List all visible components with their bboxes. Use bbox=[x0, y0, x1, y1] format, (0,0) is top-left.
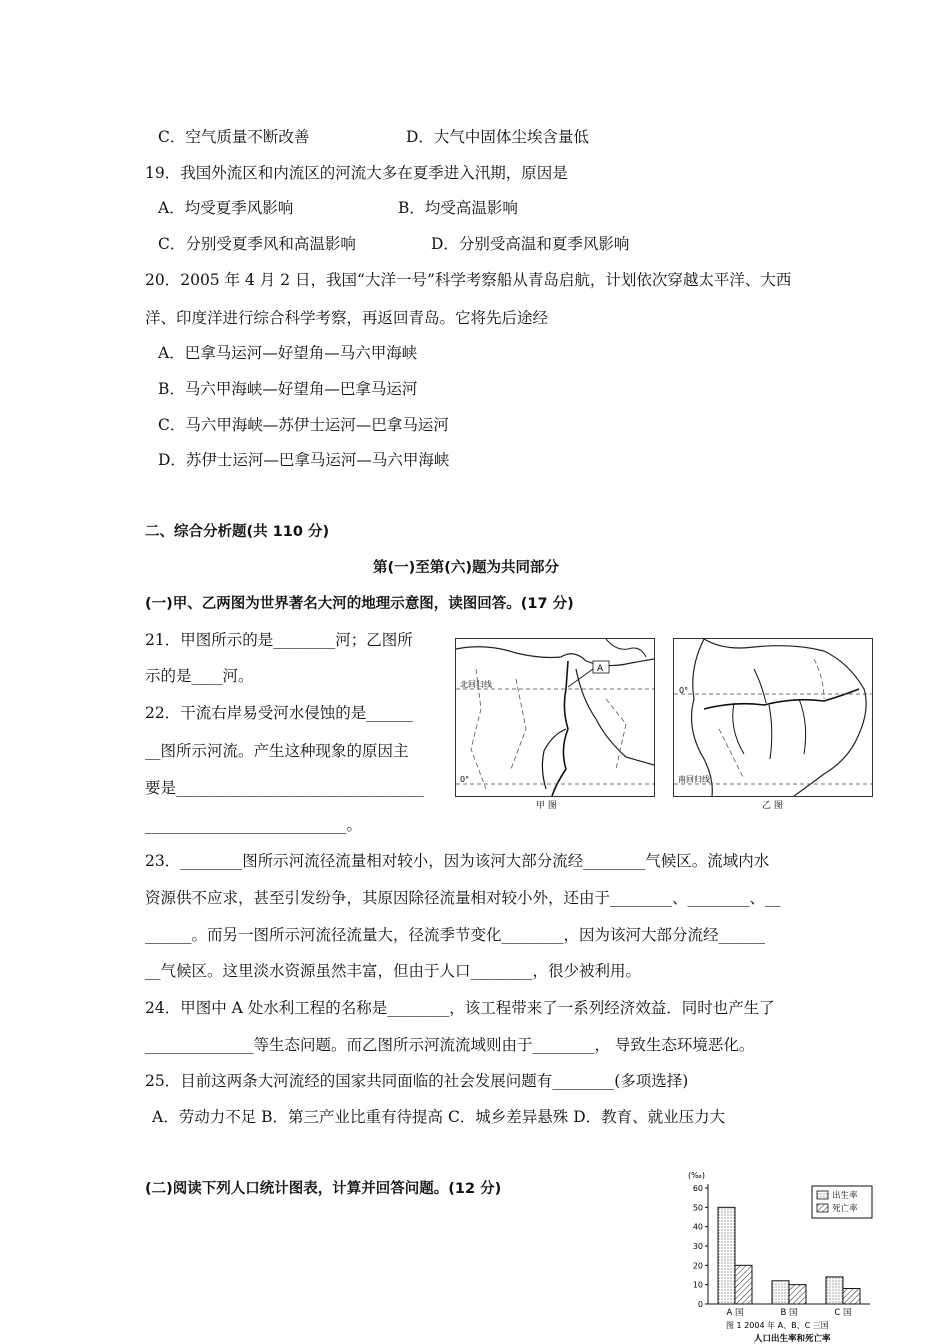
chart-caption-line2: 人口出生率和死亡率 bbox=[754, 1334, 831, 1344]
map-yi-drawing bbox=[674, 639, 872, 796]
q23-line4: __气候区。这里淡水资源虽然丰富，但由于人口________，很少被利用。 bbox=[145, 962, 642, 980]
chart-unit-label: (‰) bbox=[688, 1171, 705, 1180]
chart-bar bbox=[843, 1289, 860, 1304]
map-jia-tropic-label: 北回归线 bbox=[460, 680, 492, 689]
q22-line4: __________________________。 bbox=[145, 816, 363, 834]
q18-option-d: D．大气中固体尘埃含量低 bbox=[406, 128, 589, 146]
population-bar-chart bbox=[670, 1166, 885, 1344]
map-jia-equator-label: 0° bbox=[460, 775, 470, 784]
chart-bar bbox=[718, 1207, 735, 1304]
chart-y-tick-label: 50 bbox=[692, 1203, 703, 1213]
q20-stem-line2: 洋、印度洋进行综合科学考察，再返回青岛。它将先后途经 bbox=[145, 309, 549, 327]
q23-line1: 23．________图所示河流径流量相对较小，因为该河大部分流经________气候区。流域内水 bbox=[145, 852, 770, 870]
q23-line2: 资源供不应求，甚至引发纷争，其原因除径流量相对较小外，还由于________、________、__ bbox=[145, 889, 781, 907]
part1-title: (一)甲、乙两图为世界著名大河的地理示意图，读图回答。(17 分) bbox=[145, 596, 574, 612]
q24-line2: ______________等生态问题。而乙图所示河流流域则由于________， 导致生态环境恶化。 bbox=[145, 1036, 755, 1054]
q24-line1: 24．甲图中 A 处水利工程的名称是________，该工程带来了一系列经济效益．同时也产生了 bbox=[145, 999, 775, 1017]
q25-stem: 25．目前这两条大河流经的国家共同面临的社会发展问题有________(多项选择) bbox=[145, 1072, 689, 1090]
q21-line1: 21．甲图所示的是________河；乙图所 bbox=[145, 631, 413, 649]
q20-option-b: B．马六甲海峡—好望角—巴拿马运河 bbox=[158, 380, 418, 398]
section2-title: 二、综合分析题(共 110 分) bbox=[145, 524, 330, 540]
chart-bar bbox=[826, 1277, 843, 1304]
chart-caption-line1: 图 1 2004 年 A、B、C 三国 bbox=[726, 1321, 829, 1330]
q20-option-a: A．巴拿马运河—好望角—马六甲海峡 bbox=[158, 344, 418, 362]
q20-stem-line1: 20．2005 年 4 月 2 日，我国“大洋一号”科学考察船从青岛启航，计划依次穿越太平洋、大西 bbox=[145, 271, 792, 289]
chart-legend-swatch bbox=[817, 1191, 828, 1199]
chart-bar bbox=[735, 1265, 752, 1304]
chart-category-label: B 国 bbox=[780, 1308, 798, 1318]
part2-title: (二)阅读下列人口统计图表，计算并回答问题。(12 分) bbox=[145, 1181, 502, 1197]
chart-category-label: A 国 bbox=[726, 1308, 744, 1318]
q20-option-c: C．马六甲海峡—苏伊士运河—巴拿马运河 bbox=[158, 416, 449, 434]
common-part-heading: 第(一)至第(六)题为共同部分 bbox=[373, 560, 560, 576]
chart-legend-swatch bbox=[817, 1204, 828, 1212]
map-jia-drawing bbox=[456, 639, 654, 796]
q22-line1: 22．干流右岸易受河水侵蚀的是______ bbox=[145, 704, 413, 722]
q22-line3: 要是________________________________ bbox=[145, 779, 425, 797]
q25-options: A．劳动力不足 B．第三产业比重有待提高 C．城乡差异悬殊 D．教育、就业压力大 bbox=[152, 1108, 726, 1126]
q21-line2: 示的是____河。 bbox=[145, 667, 254, 685]
q19-option-c: C．分别受夏季风和高温影响 bbox=[158, 235, 356, 253]
chart-y-tick-label: 20 bbox=[692, 1261, 703, 1271]
q19-option-d: D．分别受高温和夏季风影响 bbox=[431, 235, 630, 253]
map-yi-caption: 乙 图 bbox=[762, 801, 783, 811]
map-yi-equator-label: 0° bbox=[679, 686, 689, 695]
map-jia bbox=[455, 638, 655, 797]
map-jia-caption: 甲 图 bbox=[536, 801, 557, 811]
chart-legend-label: 出生率 bbox=[832, 1191, 858, 1201]
map-yi bbox=[673, 638, 873, 797]
q22-line2: __图所示河流。产生这种现象的原因主 bbox=[145, 742, 409, 760]
chart-y-tick-label: 0 bbox=[697, 1300, 703, 1309]
chart-bar bbox=[789, 1285, 806, 1304]
chart-y-tick-label: 30 bbox=[692, 1242, 703, 1251]
map-yi-tropic-label: 南回归线 bbox=[678, 775, 710, 784]
q19-option-b: B．均受高温影响 bbox=[398, 199, 518, 217]
q20-option-d: D．苏伊士运河—巴拿马运河—马六甲海峡 bbox=[158, 451, 450, 469]
chart-y-tick-label: 60 bbox=[692, 1184, 703, 1193]
chart-legend-label: 死亡率 bbox=[832, 1204, 858, 1214]
chart-bar bbox=[772, 1281, 789, 1304]
chart-y-tick-label: 10 bbox=[692, 1280, 703, 1290]
chart-y-tick-label: 40 bbox=[692, 1222, 703, 1232]
q18-option-c: C．空气质量不断改善 bbox=[158, 128, 310, 146]
q23-line3: ______。而另一图所示河流径流量大，径流季节变化________，因为该河大部分流经______ bbox=[145, 926, 766, 944]
q19-stem: 19．我国外流区和内流区的河流大多在夏季进入汛期，原因是 bbox=[145, 164, 568, 182]
q19-option-a: A．均受夏季风影响 bbox=[158, 199, 294, 217]
map-jia-label-a: A bbox=[597, 664, 604, 674]
chart-category-label: C 国 bbox=[834, 1308, 852, 1318]
